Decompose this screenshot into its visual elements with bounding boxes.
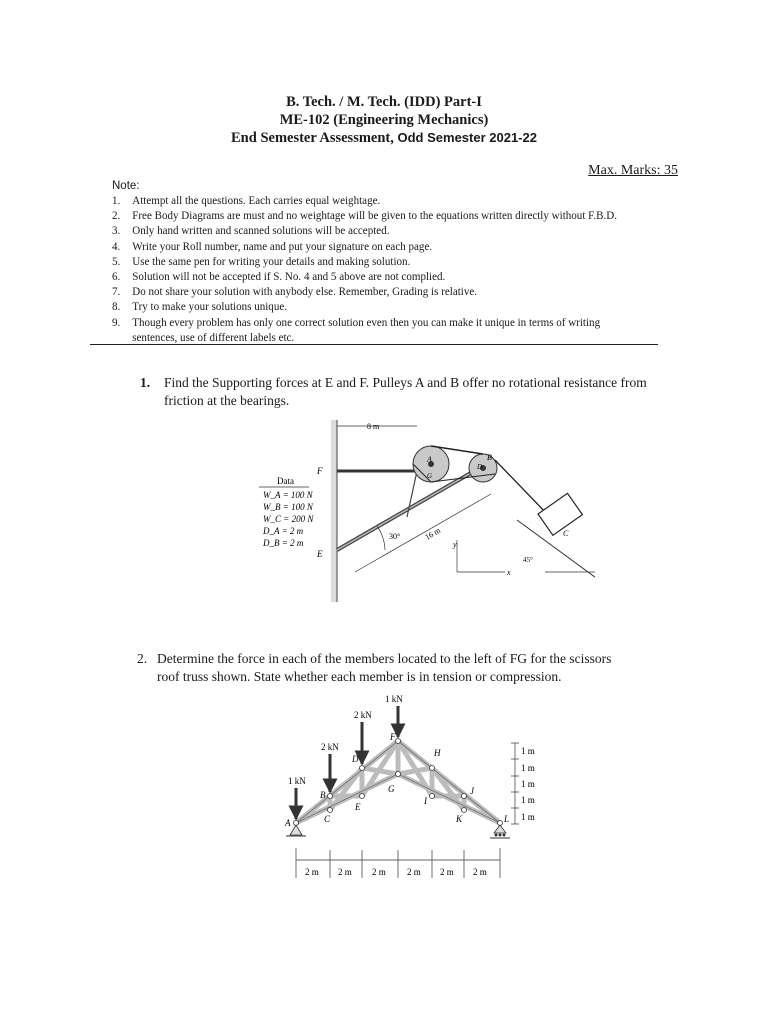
vertical-dim-labels <box>521 746 535 822</box>
vertical-dimensions <box>511 743 519 824</box>
angle-30: 30° <box>389 532 401 541</box>
label-e: E <box>317 549 323 559</box>
note-number: 8. <box>112 299 121 314</box>
semester-label: Odd Semester 2021-22 <box>397 130 537 145</box>
course-line-2: ME-102 (Engineering Mechanics) <box>279 112 489 128</box>
angle-arc <box>377 526 385 550</box>
dim-label: 1 m <box>521 812 535 822</box>
note-item <box>112 208 627 223</box>
note-title: Note: <box>112 180 140 192</box>
angle-45: 45° <box>523 556 533 564</box>
load-label: 1 kN <box>385 694 403 704</box>
note-item <box>112 299 627 314</box>
dim-label: 2 m <box>473 867 487 877</box>
horizontal-dim-labels <box>305 867 487 877</box>
dimension-16m: 16 m <box>423 525 443 542</box>
joint-label: A <box>285 818 291 828</box>
label-y: y <box>453 540 457 549</box>
joint-label: C <box>324 814 331 824</box>
label-x: x <box>507 568 511 577</box>
load-label: 2 kN <box>354 710 372 720</box>
roller <box>499 834 502 837</box>
course-line-1: B. Tech. / M. Tech. (IDD) Part-I <box>286 94 482 110</box>
joint-label: G <box>388 784 395 794</box>
dim-label: 1 m <box>521 746 535 756</box>
data-title: Data <box>277 476 294 486</box>
note-text: Do not share your solution with anybody else. Remember, Grading is relative. <box>132 284 478 299</box>
note-text: Use the same pen for writing your details and making solution. <box>132 253 411 268</box>
notes-list <box>112 193 627 345</box>
joint-label: F <box>390 732 396 742</box>
dimension-8m: 8 m <box>367 422 380 431</box>
label-b: B <box>487 453 492 462</box>
question-text-line: Determine the force in each of the members located to the left of FG for the scissors <box>157 651 612 666</box>
note-number: 7. <box>112 284 121 299</box>
note-number: 9. <box>112 314 121 329</box>
note-item <box>112 284 627 299</box>
data-row: W_A = 100 N <box>263 490 313 500</box>
note-text: Free Body Diagrams are must and no weightage will be given to the equations written directly without F.B.D. <box>132 208 618 223</box>
label-d: D <box>477 463 483 471</box>
question-2 <box>137 650 697 686</box>
note-item <box>112 239 627 254</box>
dim-label: 2 m <box>372 867 386 877</box>
assessment-label: End Semester Assessment, <box>231 130 394 146</box>
dim-label: 2 m <box>440 867 454 877</box>
joint-label: B <box>320 790 326 800</box>
label-g: G <box>427 472 433 480</box>
horizontal-dimensions <box>296 848 500 878</box>
cable <box>495 460 549 516</box>
joint-label: D <box>352 754 359 764</box>
dim-label: 2 m <box>338 867 352 877</box>
question-text-line: friction at the bearings. <box>164 393 290 408</box>
dim-label: 2 m <box>305 867 319 877</box>
note-number: 6. <box>112 269 121 284</box>
question-text-line: roof truss shown. State whether each member is in tension or compression. <box>157 669 562 684</box>
note-number: 2. <box>112 208 121 223</box>
roller <box>503 834 506 837</box>
joint-label: I <box>424 796 427 806</box>
truss-members <box>296 741 500 823</box>
dim-label: 1 m <box>521 763 535 773</box>
question-text-line: Find the Supporting forces at E and F. Pulleys A and B offer no rotational resistance from <box>164 375 647 390</box>
data-row: D_B = 2 m <box>263 538 304 548</box>
label-c: C <box>563 529 569 538</box>
note-text: Only hand written and scanned solutions will be accepted. <box>132 223 390 238</box>
data-row: W_C = 200 N <box>263 514 314 524</box>
note-number: 4. <box>112 238 121 253</box>
note-item <box>112 315 627 345</box>
joint-label: J <box>470 786 474 796</box>
joint-label: L <box>504 814 510 824</box>
data-row: W_B = 100 N <box>263 502 313 512</box>
load-label: 1 kN <box>288 776 306 786</box>
question-number: 2. <box>137 651 148 666</box>
note-item <box>112 254 627 269</box>
link-rod <box>407 471 417 517</box>
note-text: Try to make your solutions unique. <box>132 299 288 314</box>
max-marks: Max. Marks: 35 <box>588 163 678 178</box>
note-text: Solution will not be accepted if S. No. 4 and 5 above are not complied. <box>132 269 446 284</box>
question-1 <box>140 374 700 410</box>
joint-label: K <box>456 814 463 824</box>
joint-label: H <box>434 748 441 758</box>
roller-support-l <box>494 825 506 833</box>
note-text: Though every problem has only one correct solution even then you can make it unique in terms of writing sentences, use of different labels etc. <box>132 314 601 344</box>
block-c <box>538 493 582 535</box>
pin-support-a <box>290 825 302 835</box>
question-number: 1. <box>140 375 151 390</box>
dim-label: 1 m <box>521 795 535 805</box>
data-row: D_A = 2 m <box>263 526 304 536</box>
separator-line <box>90 344 658 345</box>
roller <box>495 834 498 837</box>
note-item <box>112 223 627 238</box>
label-f: F <box>317 466 323 476</box>
dim-label: 1 m <box>521 779 535 789</box>
course-line-3 <box>0 130 768 147</box>
joint-label: E <box>355 802 361 812</box>
load-label: 2 kN <box>321 742 339 752</box>
note-number: 1. <box>112 193 121 207</box>
wall <box>331 420 337 602</box>
note-item <box>112 193 627 208</box>
note-text: Write your Roll number, name and put your signature on each page. <box>132 238 433 253</box>
pulley-frame-figure <box>255 412 595 604</box>
label-a: A <box>427 455 432 464</box>
scissors-truss-figure <box>282 690 552 882</box>
dim-label: 2 m <box>407 867 421 877</box>
note-number: 5. <box>112 253 121 268</box>
note-item <box>112 269 627 284</box>
dimension-line <box>355 494 491 572</box>
note-text: Attempt all the questions. Each carries equal weightage. <box>132 193 381 207</box>
note-number: 3. <box>112 223 121 238</box>
